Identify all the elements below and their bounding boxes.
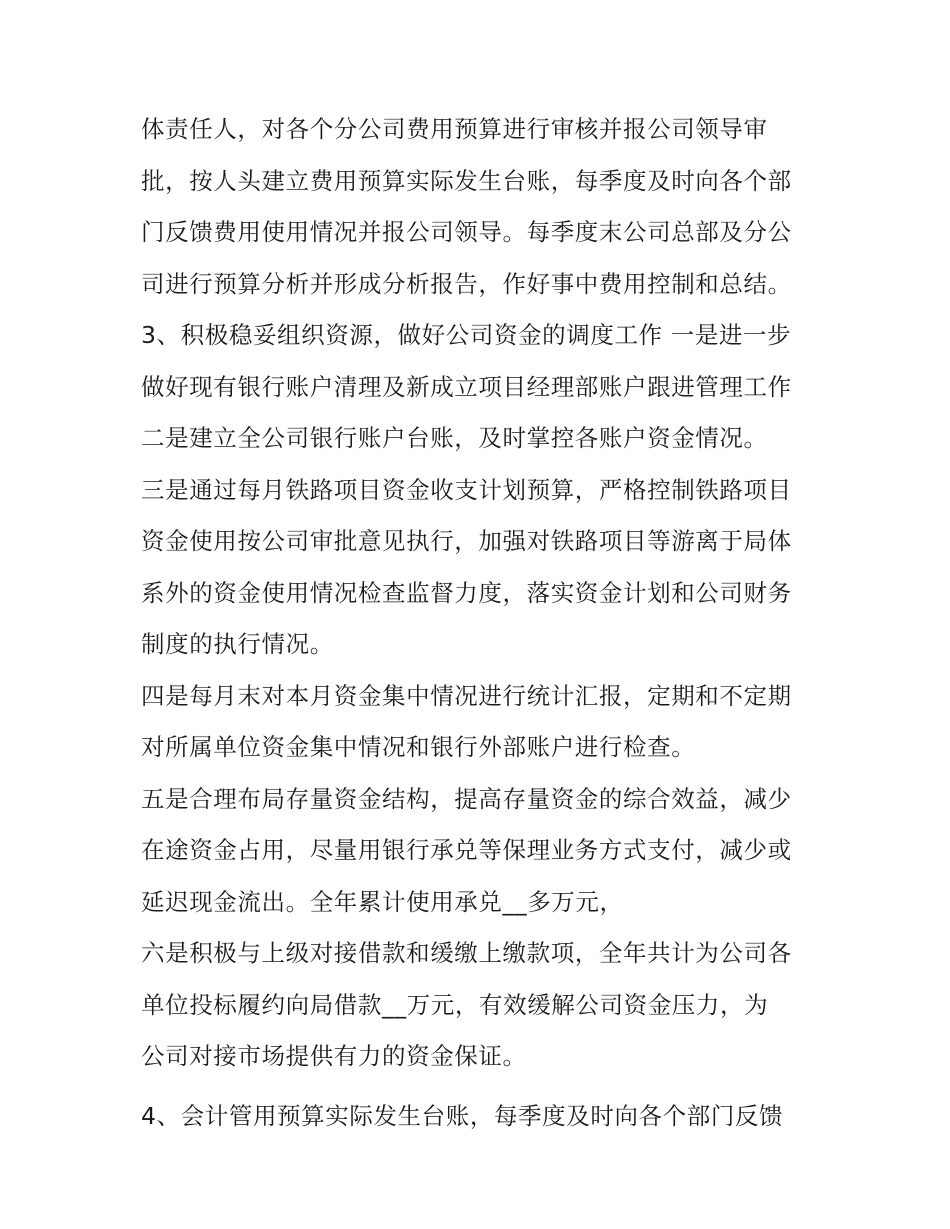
text-line: 六是积极与上级对接借款和缓缴上缴款项，全年共计为公司各 <box>141 939 792 967</box>
text-line: 门反馈费用使用情况并报公司领导。每季度末公司总部及分公 <box>141 218 792 246</box>
text-line: 批，按人头建立费用预算实际发生台账，每季度及时向各个部 <box>141 166 792 195</box>
text-line: 五是合理布局存量资金结构，提高存量资金的综合效益，减少 <box>141 784 792 813</box>
text-line: 公司对接市场提供有力的资金保证。 <box>141 1042 527 1070</box>
document-body <box>141 104 821 1142</box>
text-line: 体责任人，对各个分公司费用预算进行审核并报公司领导审 <box>141 115 768 143</box>
text-line: 资金使用按公司审批意见执行，加强对铁路项目等游离于局体 <box>141 527 792 555</box>
text-line: 对所属单位资金集中情况和银行外部账户进行检查。 <box>141 733 696 761</box>
text-line: 司进行预算分析并形成分析报告，作好事中费用控制和总结。 <box>141 269 792 298</box>
text-line: 四是每月末对本月资金集中情况进行统计汇报，定期和不定期 <box>141 681 792 710</box>
text-line: 二是建立全公司银行账户台账，及时掌控各账户资金情况。 <box>141 424 768 452</box>
text-line: 3、积极稳妥组织资源，做好公司资金的调度工作 一是进一步 <box>141 321 792 349</box>
text-line: 三是通过每月铁路项目资金收支计划预算，严格控制铁路项目 <box>141 475 792 504</box>
text-line: 制度的执行情况。 <box>141 630 334 658</box>
text-line: 做好现有银行账户清理及新成立项目经理部账户跟进管理工作 <box>141 372 792 401</box>
text-line: 4、会计管用预算实际发生台账，每季度及时向各个部门反馈 <box>141 1101 784 1130</box>
text-line: 单位投标履约向局借款__万元，有效缓解公司资金压力，为 <box>141 990 769 1019</box>
text-line: 在途资金占用，尽量用银行承兑等保理业务方式支付，减少或 <box>141 836 792 864</box>
text-line: 延迟现金流出。全年累计使用承兑__多万元， <box>141 887 624 916</box>
text-line: 系外的资金使用情况检查监督力度，落实资金计划和公司财务 <box>141 578 792 607</box>
